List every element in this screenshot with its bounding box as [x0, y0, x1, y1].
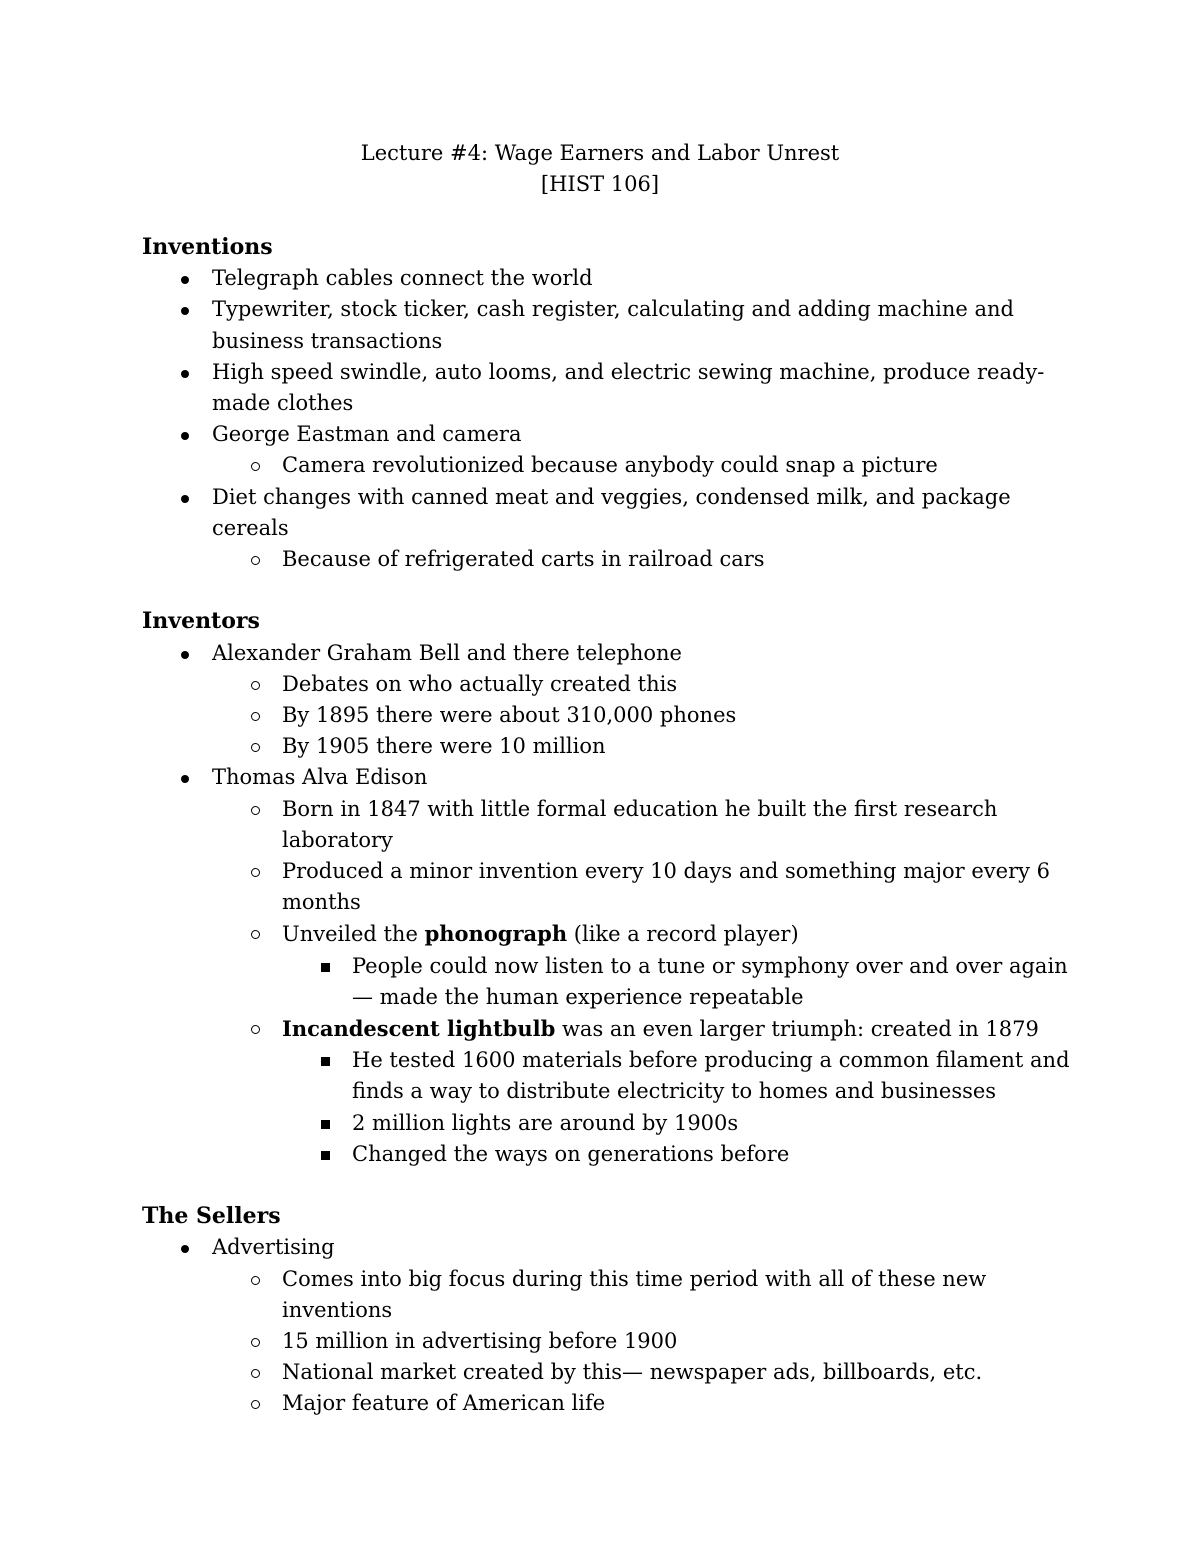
list-item: By 1895 there were about 310,000 phones	[212, 700, 1072, 731]
list-item: Debates on who actually created this	[212, 669, 1072, 700]
filled-circle-bullet-icon	[181, 307, 189, 315]
list-item: Unveiled the phonograph (like a record player) People could now listen to a tune or symphony over and over again— made the human experience repeatable	[212, 918, 1072, 1013]
hollow-circle-bullet-icon	[251, 712, 260, 721]
hollow-circle-bullet-icon	[251, 462, 260, 471]
list-item: People could now listen to a tune or symphony over and over again— made the human experience repeatable	[282, 951, 1072, 1013]
advertising-sublist	[212, 1264, 1072, 1420]
square-bullet-icon	[321, 1151, 330, 1160]
hollow-circle-bullet-icon	[251, 1025, 260, 1034]
hollow-circle-bullet-icon	[251, 681, 260, 690]
list-item: Typewriter, stock ticker, cash register, calculating and adding machine and business transactions	[142, 294, 1072, 356]
notes-content	[142, 232, 1072, 1420]
hollow-circle-bullet-icon	[251, 1400, 260, 1409]
list-item: Diet changes with canned meat and veggies, condensed milk, and package cereals Because of refrigerated carts in railroad cars	[142, 482, 1072, 576]
course-code: [HIST 106]	[540, 172, 660, 196]
list-item: High speed swindle, auto looms, and electric sewing machine, produce ready-made clothes	[142, 357, 1072, 419]
list-item: Born in 1847 with little formal education he built the first research laboratory	[212, 794, 1072, 856]
bell-sublist	[212, 669, 1072, 763]
hollow-circle-bullet-icon	[251, 930, 260, 939]
section-heading-inventors: Inventors	[142, 608, 260, 635]
list-item: Telegraph cables connect the world	[142, 263, 1072, 294]
hollow-circle-bullet-icon	[251, 806, 260, 815]
hollow-circle-bullet-icon	[251, 743, 260, 752]
hollow-circle-bullet-icon	[251, 556, 260, 565]
lightbulb-term: Incandescent lightbulb	[282, 1016, 556, 1042]
filled-circle-bullet-icon	[181, 432, 189, 440]
filled-circle-bullet-icon	[181, 370, 189, 378]
list-item: 15 million in advertising before 1900	[212, 1326, 1072, 1357]
document-header	[0, 138, 1200, 200]
list-item: Camera revolutionized because anybody could snap a picture	[212, 450, 1072, 481]
list-item: Changed the ways on generations before	[282, 1139, 1072, 1170]
list-item: George Eastman and camera Camera revolutionized because anybody could snap a picture	[142, 419, 1072, 481]
hollow-circle-bullet-icon	[251, 1338, 260, 1347]
list-item: Thomas Alva Edison Born in 1847 with little formal education he built the first research laboratory Produced a minor invention every 10 days and something major every 6 months Unveiled the phonograph (like a record player) People could now listen to a tune or symphony over and over again— made the human experience repeatable Incandescent lightbulb was an even larger triumph: created in 1879 He tested 1600 materials before producing a common filament and finds a way to distribute electricity to homes and businesses 2 million lights are around by 1900s Changed the ways on generations before	[142, 762, 1072, 1170]
square-bullet-icon	[321, 1057, 330, 1066]
hollow-circle-bullet-icon	[251, 1276, 260, 1285]
filled-circle-bullet-icon	[181, 495, 189, 503]
list-item: National market created by this— newspaper ads, billboards, etc.	[212, 1357, 1072, 1388]
list-item: By 1905 there were 10 million	[212, 731, 1072, 762]
diet-sublist	[212, 544, 1072, 575]
list-item: Advertising Comes into big focus during this time period with all of these new inventions 15 million in advertising before 1900 National market created by this— newspaper ads, billboards, etc. Major feature of American life	[142, 1232, 1072, 1419]
list-item: Alexander Graham Bell and there telephone Debates on who actually created this By 1895 there were about 310,000 phones By 1905 there were 10 million	[142, 638, 1072, 763]
list-item: He tested 1600 materials before producing a common filament and finds a way to distribute electricity to homes and businesses	[282, 1045, 1072, 1107]
list-item: Produced a minor invention every 10 days and something major every 6 months	[212, 856, 1072, 918]
section-heading-sellers: The Sellers	[142, 1203, 281, 1230]
square-bullet-icon	[321, 1120, 330, 1129]
inventors-list	[142, 638, 1072, 1170]
list-item: Major feature of American life	[212, 1388, 1072, 1419]
filled-circle-bullet-icon	[181, 775, 189, 783]
list-item: Incandescent lightbulb was an even larger triumph: created in 1879 He tested 1600 materials before producing a common filament and finds a way to distribute electricity to homes and businesses 2 million lights are around by 1900s Changed the ways on generations before	[212, 1013, 1072, 1170]
filled-circle-bullet-icon	[181, 651, 189, 659]
section-heading-inventions: Inventions	[142, 234, 273, 260]
lightbulb-sublist	[282, 1045, 1072, 1170]
list-item: 2 million lights are around by 1900s	[282, 1108, 1072, 1139]
hollow-circle-bullet-icon	[251, 1369, 260, 1378]
edison-sublist	[212, 794, 1072, 1170]
list-item: Because of refrigerated carts in railroad cars	[212, 544, 1072, 575]
list-item: Comes into big focus during this time period with all of these new inventions	[212, 1264, 1072, 1326]
inventions-list	[142, 263, 1072, 575]
hollow-circle-bullet-icon	[251, 868, 260, 877]
phonograph-term: phonograph	[424, 921, 568, 947]
eastman-sublist	[212, 450, 1072, 481]
square-bullet-icon	[321, 963, 330, 972]
sellers-list	[142, 1232, 1072, 1419]
phonograph-sublist	[282, 951, 1072, 1013]
filled-circle-bullet-icon	[181, 276, 189, 284]
filled-circle-bullet-icon	[181, 1245, 189, 1253]
lecture-title: Lecture #4: Wage Earners and Labor Unrest	[360, 141, 840, 165]
